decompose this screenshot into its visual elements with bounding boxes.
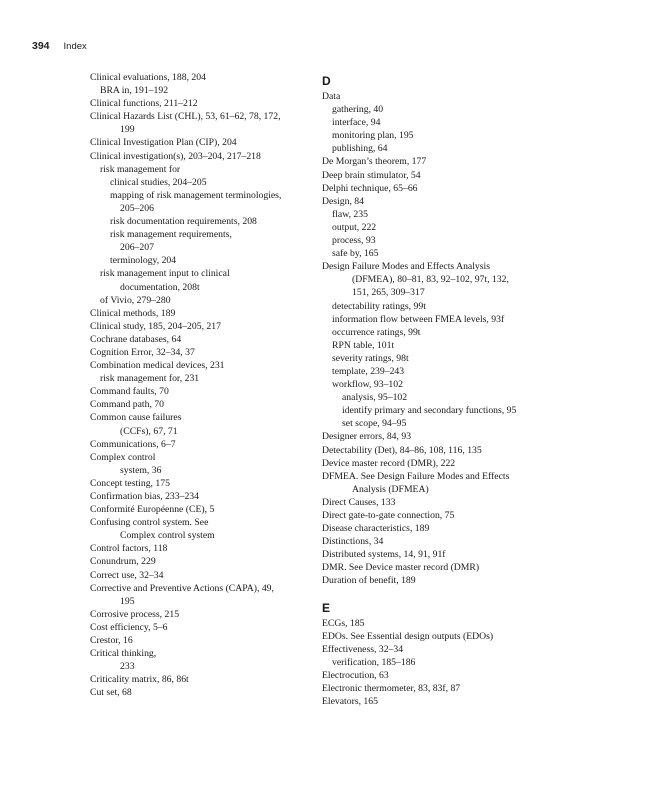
index-subentry: flaw, 235 — [332, 208, 368, 220]
index-subentry: verification, 185–186 — [332, 656, 416, 668]
index-entry-continuation: documentation, 208t — [120, 281, 200, 293]
index-entry: Clinical Hazards List (CHL), 53, 61–62, 78, 172, — [90, 111, 281, 123]
index-entry: Device master record (DMR), 222 — [322, 457, 456, 469]
index-entry: Confusing control system. See — [90, 517, 209, 529]
index-entry: Data — [322, 91, 341, 102]
index-entry: Corrosive process, 215 — [90, 608, 180, 620]
index-entry: Corrective and Preventive Actions (CAPA), 49, — [90, 582, 274, 594]
index-entry: DFMEA. See Design Failure Modes and Effects — [322, 470, 510, 482]
index-entry-continuation: 151, 265, 309–317 — [352, 287, 425, 299]
section-letter: E — [322, 600, 331, 615]
index-entry-continuation: 206–207 — [120, 242, 154, 254]
index-entry: Clinical study, 185, 204–205, 217 — [90, 320, 221, 332]
index-entry: Distinctions, 34 — [322, 536, 384, 548]
index-subentry: publishing, 64 — [332, 143, 388, 155]
index-subentry: analysis, 95–102 — [342, 392, 408, 404]
index-entry-continuation: 205–206 — [120, 202, 154, 214]
index-entry: Crestor, 16 — [90, 635, 133, 647]
index-subentry: of Vivio, 279–280 — [100, 294, 171, 306]
index-subentry: mapping of risk management terminologies, — [110, 189, 282, 201]
index-entry: Concept testing, 175 — [90, 477, 170, 489]
index-entry: Command path, 70 — [90, 399, 164, 411]
index-entry: Direct Causes, 133 — [322, 496, 396, 508]
index-subentry: occurrence ratings, 99t — [332, 326, 421, 338]
index-subentry: monitoring plan, 195 — [332, 130, 414, 142]
index-entry: ECGs, 185 — [322, 617, 365, 629]
index-subentry: gathering, 40 — [332, 104, 384, 116]
index-subentry: safe by, 165 — [332, 248, 379, 260]
index-subentry: RPN table, 101t — [332, 339, 395, 351]
index-subentry: output, 222 — [332, 221, 377, 233]
index-subentry: severity ratings, 98t — [332, 352, 409, 364]
index-entry: Clinical Investigation Plan (CIP), 204 — [90, 137, 237, 149]
index-entry: Clinical methods, 189 — [90, 307, 176, 319]
index-subentry: detectability ratings, 99t — [332, 300, 426, 312]
section-letter: D — [322, 74, 331, 88]
index-entry-continuation: (CCFs), 67, 71 — [120, 425, 178, 437]
index-subentry: terminology, 204 — [110, 255, 177, 267]
index-entry: Electrocution, 63 — [322, 669, 389, 681]
index-entry: DMR. See Device master record (DMR) — [322, 562, 480, 574]
index-entry: Control factors, 118 — [90, 543, 168, 555]
index-entry: Cost efficiency, 5–6 — [90, 621, 168, 633]
index-subentry: process, 93 — [332, 235, 376, 247]
index-subentry: risk management input to clinical — [100, 268, 230, 280]
index-entry: Cognition Error, 32–34, 37 — [90, 346, 195, 358]
index-entry: Delphi technique, 65–66 — [322, 182, 418, 194]
index-entry: Clinical investigation(s), 203–204, 217–218 — [90, 150, 261, 162]
index-entry: Criticality matrix, 86, 86t — [90, 674, 189, 686]
index-subentry: risk documentation requirements, 208 — [110, 216, 257, 228]
index-entry: Deep brain stimulator, 54 — [322, 169, 421, 181]
index-entry-continuation: Complex control system — [120, 530, 215, 542]
index-entry: Conundrum, 229 — [90, 556, 156, 568]
index-subentry: clinical studies, 204–205 — [110, 176, 207, 188]
index-entry: Command faults, 70 — [90, 386, 169, 398]
index-entry: EDOs. See Essential design outputs (EDOs) — [322, 630, 494, 642]
index-entry: Combination medical devices, 231 — [90, 360, 225, 372]
index-entry: Duration of benefit, 189 — [322, 575, 416, 587]
index-entry-continuation: system, 36 — [120, 464, 162, 476]
index-entry: Distributed systems, 14, 91, 91f — [322, 549, 446, 561]
index-subentry: workflow, 93–102 — [332, 379, 403, 391]
running-title: Index — [63, 41, 87, 52]
index-entry: Clinical functions, 211–212 — [90, 98, 198, 110]
index-entry: Elevators, 165 — [322, 696, 378, 708]
index-entry-continuation: 199 — [120, 124, 135, 136]
index-entry: Critical thinking, — [90, 648, 157, 660]
index-column-left — [90, 71, 312, 700]
index-entry: Disease characteristics, 189 — [322, 523, 430, 535]
index-subentry: set scope, 94–95 — [342, 418, 407, 430]
index-entry: Cut set, 68 — [90, 687, 132, 699]
index-entry: Conformité Européenne (CE), 5 — [90, 504, 215, 516]
index-entry: Communications, 6–7 — [90, 438, 176, 450]
index-subentry: information flow between FMEA levels, 93f — [332, 313, 505, 325]
index-entry: Design, 84 — [322, 195, 364, 207]
page-number: 394 — [32, 40, 50, 52]
index-entry: Effectiveness, 32–34 — [322, 643, 404, 655]
index-entry: Direct gate-to-gate connection, 75 — [322, 510, 455, 521]
index-entry-continuation: 233 — [120, 661, 135, 673]
index-subentry: risk management for, 231 — [100, 373, 200, 385]
index-entry: Common cause failures — [90, 412, 182, 424]
index-subentry: BRA in, 191–192 — [100, 85, 169, 97]
index-entry: Clinical evaluations, 188, 204 — [90, 72, 206, 83]
index-entry: Correct use, 32–34 — [90, 569, 164, 581]
index-column-right — [322, 71, 552, 708]
index-subentry: template, 239–243 — [332, 365, 405, 377]
index-subentry: risk management for — [100, 163, 181, 175]
page-header — [32, 40, 87, 54]
index-entry: Design Failure Modes and Effects Analysis — [322, 261, 490, 273]
index-entry-continuation: 195 — [120, 595, 135, 607]
index-entry: Complex control — [90, 451, 156, 463]
index-entry: Detectability (Det), 84–86, 108, 116, 135 — [322, 444, 482, 456]
index-entry: Cochrane databases, 64 — [90, 333, 182, 345]
index-entry-continuation: (DFMEA), 80–81, 83, 92–102, 97t, 132, — [352, 274, 509, 286]
index-entry-continuation: Analysis (DFMEA) — [352, 483, 429, 495]
index-subentry: interface, 94 — [332, 117, 381, 129]
index-entry: Electronic thermometer, 83, 83f, 87 — [322, 683, 461, 695]
index-entry: Designer errors, 84, 93 — [322, 431, 412, 443]
index-subentry: risk management requirements, — [110, 229, 232, 241]
section-spacer — [322, 588, 552, 598]
index-entry: Confirmation bias, 233–234 — [90, 491, 199, 502]
index-entry: De Morgan’s theorem, 177 — [322, 156, 427, 168]
index-subentry: identify primary and secondary functions, 95 — [342, 405, 517, 417]
